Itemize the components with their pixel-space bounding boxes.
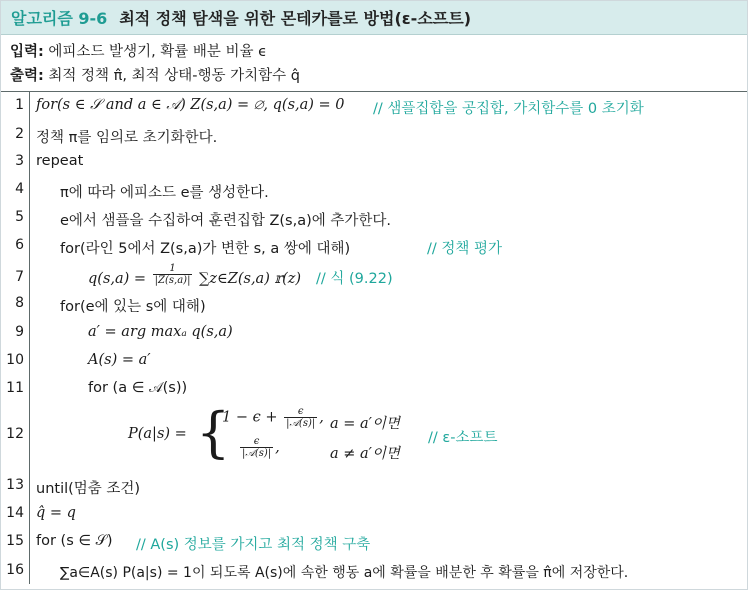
algorithm-title: 최적 정책 탐색을 위한 몬테카를로 방법(ε-소프트) — [119, 9, 472, 28]
line-number: 12 — [6, 426, 24, 442]
input-line — [10, 40, 267, 61]
line-number-separator — [29, 92, 30, 584]
output-line — [10, 64, 300, 85]
input-value: 에피소드 발생기, 확률 배분 비율 ϵ — [48, 44, 268, 60]
line-number: 16 — [6, 562, 24, 578]
code-comment: // 식 (9.22) — [316, 271, 393, 287]
line-number: 4 — [15, 181, 24, 197]
case-1-expr: 1 − ϵ + — [222, 409, 278, 426]
fraction-numerator: 1 — [153, 263, 193, 275]
case-2-condition: a ≠ a′이면 — [330, 446, 400, 462]
code-text-lhs: q(s,a) = — [88, 270, 147, 287]
code-text: repeat — [36, 153, 84, 169]
code-text — [88, 263, 301, 286]
code-text: for(e에 있는 s에 대해) — [60, 299, 206, 315]
line-number: 15 — [6, 533, 24, 549]
input-key: 입력: — [10, 44, 44, 60]
code-text: ∑a∈A(s) P(a|s) = 1이 되도록 A(s)에 속한 행동 a에 확률을 배분한 후 확률을 π̂에 저장한다. — [60, 565, 629, 581]
line-number: 1 — [15, 97, 24, 113]
line-number: 13 — [6, 477, 24, 493]
case-2-fraction — [240, 436, 273, 459]
line-number: 2 — [15, 126, 24, 142]
code-text: q̂ = q — [36, 505, 76, 521]
case-1: 1 − ϵ + $\frac{\epsilon}{\text{|𝒜(s)|}}$ , — [222, 406, 324, 429]
line-number: 9 — [15, 324, 24, 340]
fraction-denominator: |𝒜(s)| — [242, 448, 272, 459]
algorithm-label: 알고리즘 9-6 — [11, 9, 108, 28]
line-number: 8 — [15, 295, 24, 311]
case-1-condition: a = a′이면 — [330, 416, 400, 432]
code-comment: // A(s) 정보를 가지고 최적 정책 구축 — [136, 537, 371, 553]
code-text: e에서 샘플을 수집하여 훈련집합 Z(s,a)에 추가한다. — [60, 213, 391, 229]
line-number: 3 — [15, 153, 24, 169]
line-number: 14 — [6, 505, 24, 521]
code-line-12 — [0, 400, 746, 472]
line-number: 10 — [6, 352, 24, 368]
code-text: for(라인 5에서 Z(s,a)가 변한 s, a 쌍에 대해) — [60, 241, 351, 257]
output-value: 최적 정책 π̂, 최적 상태-행동 가치함수 q̂ — [48, 68, 300, 84]
line-number: 6 — [15, 237, 24, 253]
fraction — [153, 263, 193, 286]
case-lhs: P(a|s) = — [128, 426, 187, 442]
code-text: a′ = arg maxₐ q(s,a) — [88, 324, 233, 340]
code-comment: // 샘플집합을 공집합, 가치함수를 0 초기화 — [373, 101, 644, 117]
case-1-fraction — [284, 406, 317, 429]
code-text: for (a ∈ 𝒜(s)) — [88, 380, 188, 396]
output-key: 출력: — [10, 68, 44, 84]
code-text: π에 따라 에피소드 e를 생성한다. — [60, 185, 269, 201]
fraction-denominator: |𝒜(s)| — [286, 418, 316, 429]
code-text: 정책 π를 임의로 초기화한다. — [36, 130, 218, 146]
line-number: 5 — [15, 209, 24, 225]
fraction-numerator: ϵ — [284, 406, 317, 418]
code-comment: // ε-소프트 — [428, 430, 498, 446]
code-comment: // 정책 평가 — [427, 241, 503, 257]
fraction-numerator: ϵ — [240, 436, 273, 448]
code-text: until(멈춤 조건) — [36, 481, 141, 497]
case-2: $\frac{\epsilon}{\text{|𝒜(s)|}}$ , — [242, 436, 280, 459]
code-text: A(s) = a′ — [88, 352, 151, 368]
code-text: for (s ∈ 𝒮) — [36, 533, 113, 549]
code-text: for(s ∈ 𝒮 and a ∈ 𝒜) Z(s,a) = ∅, q(s,a) = 0 — [36, 97, 345, 113]
line-number: 7 — [15, 269, 24, 285]
line-number: 11 — [6, 380, 24, 396]
left-brace: { — [196, 401, 231, 464]
code-text-rhs: ∑z∈Z(s,a) 𝕣(z) — [199, 270, 302, 287]
header-divider — [1, 91, 747, 92]
algorithm-title-bar — [1, 1, 747, 35]
fraction-denominator: |Z(s,a)| — [154, 275, 191, 286]
